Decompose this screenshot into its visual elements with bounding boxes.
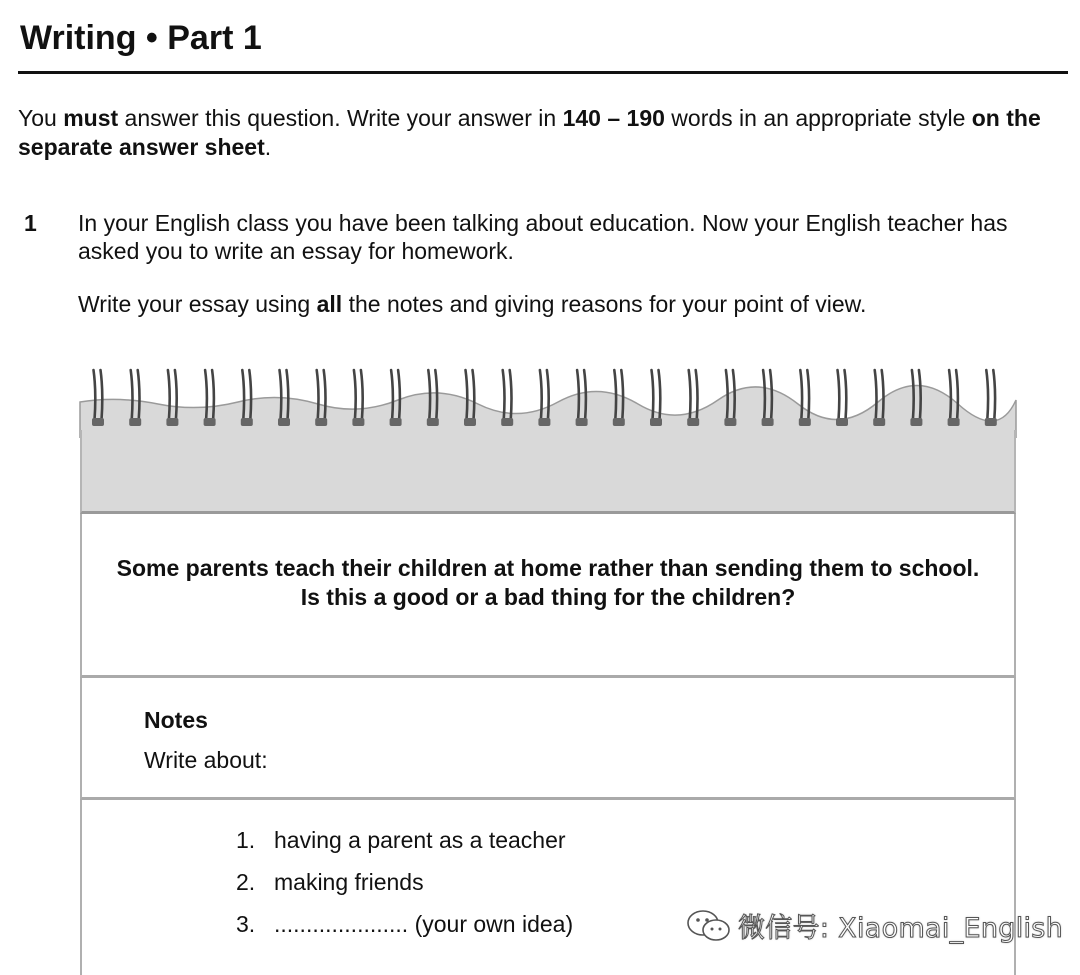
notes-subheading: Write about: <box>144 747 268 773</box>
notes-list <box>236 826 573 952</box>
essay-question-line-1: Some parents teach their children at home rather than sending them to school. <box>116 555 980 581</box>
watermark <box>686 906 1063 945</box>
list-item-text: making friends <box>274 869 424 895</box>
list-item <box>236 910 573 938</box>
instructions-bold-word-count: 140 – 190 <box>562 105 665 131</box>
list-item <box>236 826 573 854</box>
instructions-text-4: . <box>264 134 272 160</box>
title-divider <box>18 71 1068 74</box>
question-number: 1 <box>24 210 37 236</box>
notes-header-box <box>80 678 1016 800</box>
list-item-number: 2. <box>236 869 256 895</box>
question-task <box>78 290 1058 318</box>
question-context: In your English class you have been talking about education. Now your English teacher has asked you to write an essay for homework. <box>78 210 1008 264</box>
instructions-text-1: You <box>18 105 64 131</box>
list-item-text: ..................... (your own idea) <box>274 911 574 937</box>
essay-question-line-2: Is this a good or a bad thing for the children? <box>300 584 796 610</box>
instructions-bold-answer-sheet: on the separate answer sheet <box>18 105 1041 160</box>
notes-list-box <box>80 800 1016 975</box>
essay-question <box>82 554 1014 612</box>
instructions-bold-must: must <box>63 105 119 131</box>
spiral-ring <box>836 370 848 426</box>
instructions <box>18 104 1068 162</box>
notebook-pad-top <box>80 430 1016 514</box>
instructions-text-3: words in an appropriate style <box>664 105 972 131</box>
task-text-2: the notes and giving reasons for your point of view. <box>342 291 867 317</box>
instructions-text-2: answer this question. Write your answer in <box>118 105 563 131</box>
page-title: Writing • Part 1 <box>20 19 262 57</box>
essay-question-box <box>80 514 1016 678</box>
task-text-1: Write your essay using <box>78 291 317 317</box>
wechat-icon <box>686 908 732 944</box>
list-item-number: 1. <box>236 827 256 853</box>
list-item-text: having a parent as a teacher <box>274 827 566 853</box>
list-item <box>236 868 573 896</box>
notes-heading: Notes <box>144 707 208 733</box>
task-bold-all: all <box>316 291 343 317</box>
watermark-text: 微信号: Xiaomai_English <box>738 913 1064 944</box>
notebook-spiral <box>78 362 1018 438</box>
spiral-ring <box>985 370 997 426</box>
list-item-number: 3. <box>236 911 256 937</box>
